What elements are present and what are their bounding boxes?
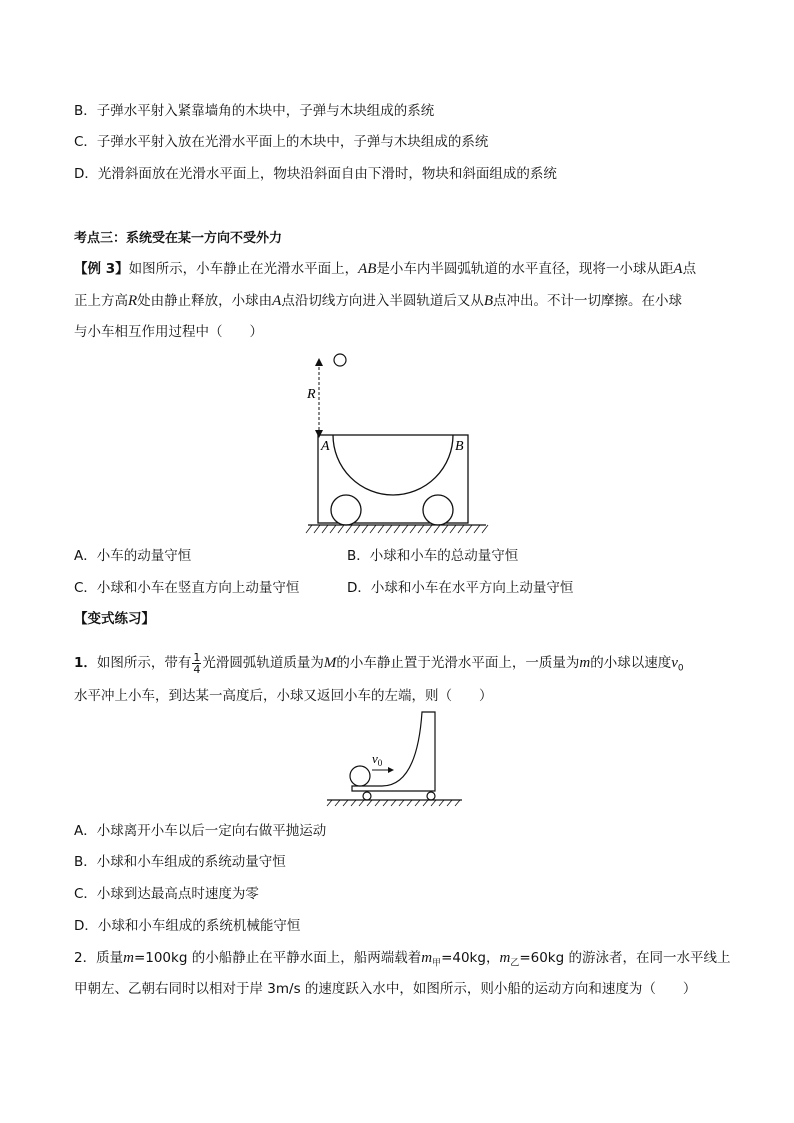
q1-text: 光滑圆弧轨道质量为 [202, 655, 324, 671]
label-a: A [321, 439, 330, 454]
prev-option-b: B．子弹水平射入紧靠墙角的木块中，子弹与木块组成的系统 [74, 103, 435, 119]
var-m: m [579, 655, 591, 671]
example3-line3: 与小车相互作用过程中（ ） [74, 324, 263, 340]
var-v-sub: 0 [677, 663, 684, 674]
arrow-head-up [315, 358, 323, 366]
label-v0: $v_0$ [372, 751, 383, 768]
fraction-numerator: 1 [193, 650, 201, 664]
var-v: v [671, 655, 678, 671]
var-ab: AB [358, 261, 377, 277]
prev-option-c: C．子弹水平射入放在光滑水平面上的木块中，子弹与木块组成的系统 [74, 134, 489, 150]
label-r: R [307, 387, 316, 402]
q1-option-c: C．小球到达最高点时速度为零 [74, 886, 259, 902]
example3-text: 正上方高 [74, 293, 128, 309]
wheel-left [363, 792, 371, 800]
velocity-arrow-head [388, 767, 394, 773]
ground-hatch [327, 800, 460, 806]
var-m-big: M [323, 655, 337, 671]
q1-text: 的小球以速度 [590, 655, 672, 671]
example3-text: 如图所示，小车静止在光滑水平面上， [128, 261, 359, 277]
q1-option-a: A．小球离开小车以后一定向右做平抛运动 [74, 823, 327, 839]
q1-option-d: D．小球和小车组成的系统机械能守恒 [74, 918, 301, 934]
wheel-right [427, 792, 435, 800]
example3-line2 [74, 291, 682, 311]
q2-text: =60kg 的游泳者，在同一水平线上 [519, 950, 731, 966]
example3-text: 处由静止释放，小球由 [137, 293, 273, 309]
fraction-one-quarter [192, 652, 201, 675]
q2-text: 质量 [96, 950, 124, 966]
q2-text: =40kg， [441, 950, 500, 966]
wheel-right [423, 495, 453, 525]
var-r: R [128, 293, 138, 309]
q2-number: 2． [74, 950, 97, 966]
q1-line1 [74, 648, 684, 684]
arrow-head-down [315, 430, 323, 438]
prev-option-d: D．光滑斜面放在光滑水平面上，物块沿斜面自由下滑时，物块和斜面组成的系统 [74, 166, 557, 182]
var-m-jia: m [421, 950, 433, 966]
wheel-left [331, 495, 361, 525]
example-tag: 【例 3】 [74, 261, 129, 277]
q1-option-b: B．小球和小车组成的系统动量守恒 [74, 854, 286, 870]
example3-option-d: D．小球和小车在水平方向上动量守恒 [347, 580, 574, 596]
q1-text: 的小车静止置于光滑水平面上，一质量为 [336, 655, 580, 671]
var-a: A [673, 261, 683, 277]
fraction-denominator: 4 [193, 662, 201, 676]
q2-line1 [74, 948, 730, 974]
section-title: 考点三：系统受在某一方向不受外力 [74, 231, 283, 246]
label-b: B [455, 439, 464, 454]
quarter-arc-figure [322, 707, 472, 807]
var-m: m [123, 950, 134, 966]
example3-text: 点冲出。不计一切摩擦。在小球 [493, 293, 683, 309]
small-ball [350, 766, 370, 786]
example3-option-c: C．小球和小车在竖直方向上动量守恒 [74, 580, 300, 596]
example3-text: 点沿切线方向进入半圆轨道后又从 [281, 293, 484, 309]
example3-option-b: B．小球和小车的总动量守恒 [347, 548, 519, 564]
example3-text: 点 [682, 261, 697, 277]
example3-text: 是小车内半圆弧轨道的水平直径，现将一小球从距 [376, 261, 674, 277]
var-a: A [272, 293, 282, 309]
sub-yi: 乙 [510, 958, 520, 969]
semicircle-track [333, 435, 453, 495]
q2-text: =100kg 的小船静止在平静水面上，船两端载着 [133, 950, 422, 966]
ball [334, 354, 346, 366]
sub-jia: 甲 [432, 958, 442, 969]
q1-text: 如图所示，带有 [96, 655, 192, 671]
example3-option-a: A．小车的动量守恒 [74, 548, 192, 564]
q2-line2: 甲朝左、乙朝右同时以相对于岸 3m/s 的速度跃入水中，如图所示，则小船的运动方向和速度为（ ） [74, 981, 697, 997]
q1-line2: 水平冲上小车，到达某一高度后，小球又返回小车的左端，则（ ） [74, 688, 493, 704]
var-m-yi: m [499, 950, 511, 966]
example3-line1 [74, 259, 696, 279]
ground-hatch [306, 525, 488, 533]
practice-title: 【变式练习】 [74, 611, 155, 627]
cart-figure [300, 350, 500, 540]
var-b: B [483, 293, 494, 309]
q1-number: 1． [74, 655, 97, 671]
